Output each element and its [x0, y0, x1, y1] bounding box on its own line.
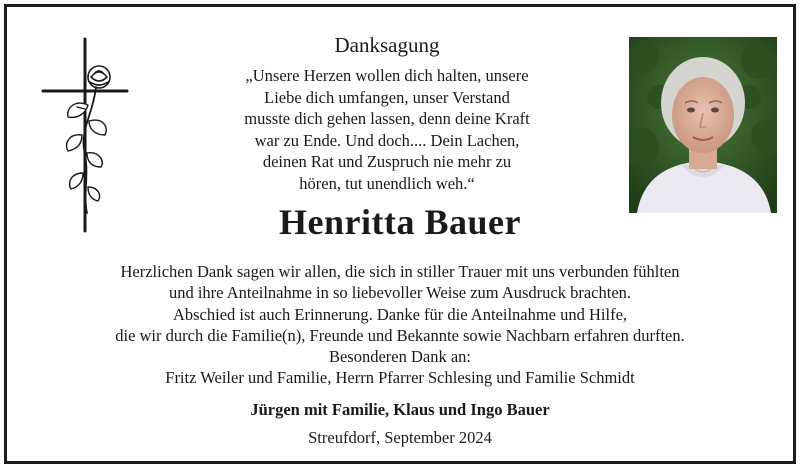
notice-heading: Danksagung [334, 33, 440, 57]
memorial-poem: „Unsere Herzen wollen dich halten, unsere Liebe dich umfangen, unser Verstand musste dich gehen lassen, denn deine Kraft war zu Ende. Und doch.... Dein Lachen, deinen Rat und Zuspruch nie mehr zu hören, tut unendlich weh.“ [244, 66, 530, 193]
obituary-notice [4, 4, 796, 464]
family-signature: Jürgen mit Familie, Klaus und Ingo Bauer [250, 400, 550, 419]
portrait-photo [629, 37, 777, 213]
place-date: Streufdorf, September 2024 [308, 428, 492, 447]
deceased-name: Henritta Bauer [279, 202, 521, 242]
thanks-text: Herzlichen Dank sagen wir allen, die sich in stiller Trauer mit uns verbunden fühlten und ihre Anteilnahme in so liebevoller Weise zum Ausdruck brachten. Abschied ist auch Erinnerung. Danke für die Anteilnahme und Hilfe, die wir durch die Familie(n), Freunde und Bekannte sowie Nachbarn erfahren durften. Besonderen Dank an: Fritz Weiler und Familie, Herrn Pfarrer Schlesing und Familie Schmidt [115, 262, 685, 388]
